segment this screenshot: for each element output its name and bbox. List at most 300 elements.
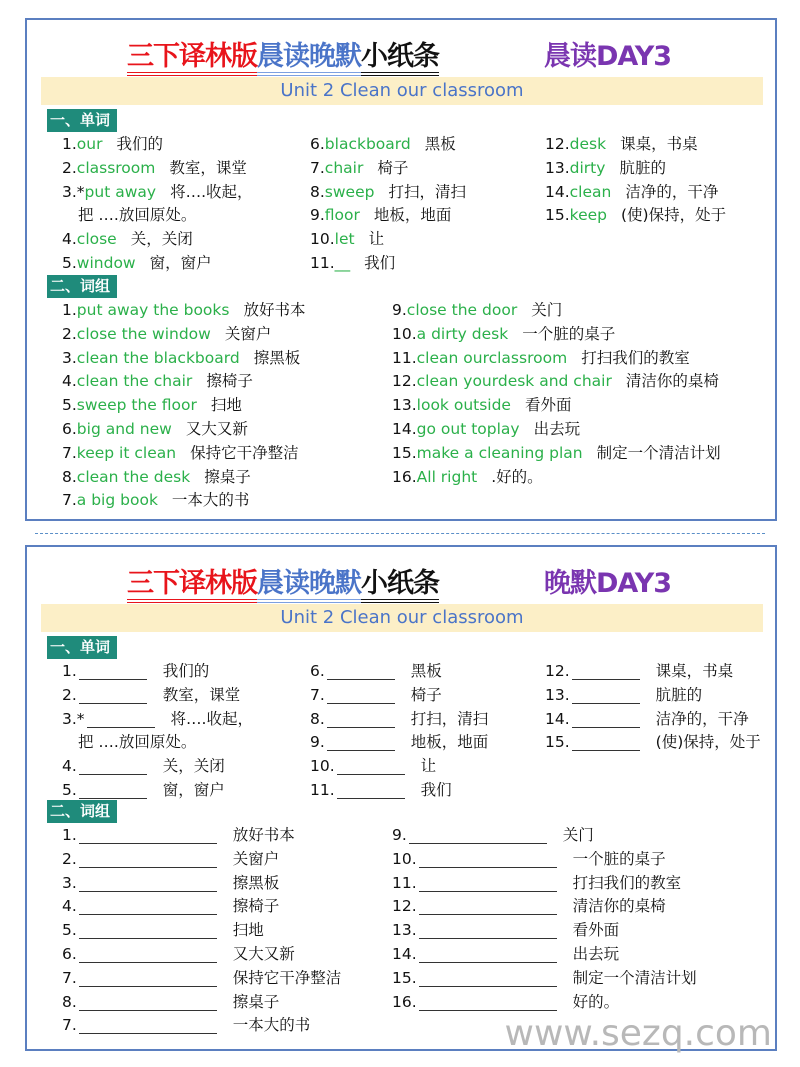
answer-blank (572, 734, 640, 751)
phrase-item (392, 991, 619, 1015)
item-chinese: 窗，窗户 (162, 780, 225, 799)
watermark: www.sezq.com (504, 1013, 772, 1054)
item-chinese: 课桌，书桌 (620, 135, 698, 153)
vocab-item (310, 684, 442, 708)
item-number: 2. (62, 158, 77, 177)
item-chinese: 扫地 (210, 396, 242, 415)
item-number: 8. (310, 709, 325, 728)
item-english: desk (569, 135, 607, 153)
title-part-3: 小纸条 (361, 568, 439, 603)
item-chinese: 教室，课堂 (162, 685, 241, 704)
item-number: 3. (62, 873, 77, 892)
item-english: close the door (406, 301, 518, 319)
phrase-item (62, 418, 248, 442)
item-number: 11. (392, 873, 417, 892)
item-chinese: 黑板 (424, 135, 456, 153)
item-chinese: 把 ….放回原处。 (78, 206, 197, 225)
answer-blank (419, 898, 557, 915)
item-number: 15. (392, 968, 417, 987)
phrase-row (62, 394, 765, 418)
phrase-item (392, 347, 690, 371)
day-label: 晚默DAY3 (544, 568, 672, 599)
phrase-item (392, 895, 666, 919)
phrases-list (62, 824, 765, 1038)
answer-blank (327, 687, 395, 704)
item-chinese: 看外面 (572, 921, 620, 940)
item-chinese: 我们的 (116, 135, 163, 153)
phrase-item (392, 824, 594, 848)
item-number: 4. (62, 372, 77, 391)
section-tag-phrases: 二、词组 (47, 800, 117, 823)
vocab-item (310, 133, 456, 157)
item-chinese: 打扫，清扫 (388, 182, 466, 201)
phrase-item (62, 394, 242, 418)
item-number: 15. (392, 443, 417, 462)
item-number: 16. (392, 467, 417, 486)
item-english: put away the books (76, 301, 230, 319)
vocab-item (545, 731, 761, 755)
item-number: 8. (62, 467, 77, 486)
phrase-item (392, 872, 681, 896)
item-number: 15. (545, 206, 570, 225)
dashed-divider (35, 533, 765, 534)
item-chinese: 洁净的，干净 (625, 182, 719, 201)
vocab-item (310, 252, 395, 276)
item-chinese: 关窗户 (232, 849, 280, 868)
item-number: 4. (62, 230, 77, 249)
phrase-row (62, 872, 765, 896)
phrase-item (392, 299, 562, 323)
vocab-item (62, 181, 253, 205)
phrase-item (62, 370, 253, 394)
answer-blank (337, 758, 405, 775)
phrase-item (62, 824, 295, 848)
vocab-item (545, 157, 666, 181)
item-number: 9. (310, 206, 325, 225)
item-english: sweep the floor (76, 396, 197, 415)
item-chinese: (使)保持，处于 (655, 733, 761, 752)
item-chinese: 窗，窗户 (149, 253, 212, 272)
vocab-item (62, 684, 240, 708)
item-chinese: 好的。 (572, 992, 620, 1011)
item-number: 6. (62, 944, 77, 963)
item-number: 5. (62, 921, 77, 940)
phrase-row (62, 370, 765, 394)
item-number: 4. (62, 897, 77, 916)
answer-blank (327, 663, 395, 680)
item-number: 14. (392, 944, 417, 963)
phrase-item (62, 489, 249, 513)
phrase-item (62, 991, 279, 1015)
card-title (127, 34, 439, 73)
item-number: 6. (62, 419, 77, 438)
vocab-item (62, 779, 225, 803)
vocab-item (545, 204, 726, 228)
phrase-item (392, 943, 619, 967)
item-chinese: 打扫我们的教室 (572, 873, 682, 892)
phrase-row (62, 299, 765, 323)
item-chinese: 打扫，清扫 (410, 709, 489, 728)
phrase-row (62, 347, 765, 371)
vocab-list (62, 133, 765, 276)
item-number: 1. (62, 135, 77, 153)
title-part-2: 晨读晚默 (257, 568, 361, 603)
vocab-item (62, 204, 196, 228)
item-number: 12. (545, 135, 570, 153)
phrase-row (62, 991, 765, 1015)
answer-blank (79, 970, 217, 987)
dictation-card (25, 545, 777, 1051)
item-english: keep it clean (76, 443, 177, 462)
phrase-item (392, 967, 697, 991)
item-chinese: 我们的 (162, 662, 210, 680)
item-number: 10. (392, 324, 417, 343)
vocab-item (310, 157, 408, 181)
item-chinese: 让 (420, 757, 437, 776)
phrase-item (62, 848, 279, 872)
card-title (127, 561, 439, 600)
item-chinese: 将….收起， (170, 182, 253, 201)
phrase-item (62, 967, 341, 991)
item-chinese: 保持它干净整洁 (232, 968, 342, 987)
answer-blank (409, 827, 547, 844)
item-chinese: 椅子 (377, 158, 409, 177)
item-chinese: 课桌，书桌 (655, 662, 734, 680)
item-chinese: 出去玩 (572, 944, 620, 963)
item-number: 5. (62, 396, 77, 415)
item-chinese: 我们 (420, 780, 452, 799)
phrase-row (62, 967, 765, 991)
item-number: 6. (310, 135, 325, 153)
vocab-row (62, 755, 765, 779)
item-chinese: 擦桌子 (232, 992, 280, 1011)
phrase-item (62, 895, 279, 919)
phrases-list (62, 299, 765, 513)
phrase-item (62, 323, 271, 347)
item-chinese: 扫地 (232, 921, 264, 940)
answer-blank (79, 782, 147, 799)
item-english: keep (569, 206, 607, 225)
item-number: 13. (545, 685, 570, 704)
phrase-row (62, 848, 765, 872)
vocab-row (62, 133, 765, 157)
answer-blank (79, 851, 217, 868)
vocab-item (310, 779, 452, 803)
answer-blank (419, 875, 557, 892)
item-number: 8. (310, 182, 325, 201)
item-chinese: 地板，地面 (410, 733, 489, 752)
phrase-row (62, 418, 765, 442)
item-number: 5. (62, 780, 77, 799)
item-number: 7. (62, 1016, 77, 1035)
phrase-item (392, 442, 721, 466)
item-chinese: 关窗户 (224, 324, 272, 343)
item-english: look outside (416, 396, 511, 415)
phrase-item (392, 323, 615, 347)
item-chinese: 把 ….放回原处。 (78, 733, 197, 752)
item-number: 15. (545, 733, 570, 752)
phrase-item (62, 299, 305, 323)
item-chinese: 关，关闭 (162, 757, 225, 776)
section-tag-vocab: 一、单词 (47, 636, 117, 659)
phrase-row (62, 323, 765, 347)
answer-blank (87, 711, 155, 728)
answer-blank (419, 970, 557, 987)
item-number: 9. (392, 301, 407, 319)
phrase-item (62, 943, 295, 967)
vocab-row (62, 157, 765, 181)
item-number: 7. (310, 158, 325, 177)
item-chinese: 一个脏的桌子 (572, 849, 666, 868)
answer-blank (79, 898, 217, 915)
item-number: 13. (392, 921, 417, 940)
phrase-row (62, 442, 765, 466)
item-number: 14. (545, 182, 570, 201)
item-english: clean the chair (76, 372, 193, 391)
item-chinese: 出去玩 (533, 419, 581, 438)
item-chinese: (使)保持，处于 (621, 206, 727, 225)
answer-blank (327, 711, 395, 728)
item-english: a dirty desk (416, 324, 509, 343)
item-number: 10. (310, 230, 335, 249)
item-chinese: 放好书本 (232, 826, 295, 844)
vocab-item (545, 708, 749, 732)
item-english: our (76, 135, 103, 153)
item-english: window (76, 253, 136, 272)
item-english: classroom (76, 158, 156, 177)
item-chinese: 洁净的，干净 (655, 709, 749, 728)
item-chinese: 将….收起， (170, 709, 253, 728)
vocab-item (310, 660, 442, 684)
item-number: 14. (545, 709, 570, 728)
section-tag-phrases: 二、词组 (47, 275, 117, 298)
phrase-item (62, 442, 299, 466)
vocab-item (62, 755, 225, 779)
item-chinese: 擦黑板 (253, 348, 301, 367)
item-number: 5. (62, 253, 77, 272)
unit-banner: Unit 2 Clean our classroom (41, 77, 763, 105)
item-chinese: 保持它干净整洁 (190, 443, 299, 462)
item-number: 7. (62, 443, 77, 462)
item-chinese: 制定一个清洁计划 (572, 968, 697, 987)
item-number: 7. (62, 968, 77, 987)
vocab-row (62, 684, 765, 708)
item-chinese: 一本大的书 (171, 491, 250, 510)
item-chinese: 擦椅子 (232, 897, 280, 916)
answer-blank (337, 782, 405, 799)
item-english: make a cleaning plan (416, 443, 583, 462)
item-number: 11. (310, 253, 335, 272)
vocab-item (310, 708, 488, 732)
vocab-item (545, 133, 698, 157)
item-number: 9. (310, 733, 325, 752)
item-english: __ (334, 253, 351, 272)
answer-blank (79, 663, 147, 680)
item-number: 13. (392, 396, 417, 415)
item-number: 3. (62, 348, 77, 367)
vocab-row (62, 252, 765, 276)
phrase-row (62, 824, 765, 848)
vocab-row (62, 708, 765, 732)
phrase-row (62, 919, 765, 943)
item-chinese: 关，关闭 (130, 230, 193, 249)
item-chinese: 制定一个清洁计划 (596, 443, 721, 462)
phrase-item (62, 466, 251, 490)
item-chinese: 又大又新 (232, 944, 295, 963)
answer-blank (419, 851, 557, 868)
item-chinese: 打扫我们的教室 (581, 348, 690, 367)
title-part-3: 小纸条 (361, 41, 439, 76)
answer-blank (419, 994, 557, 1011)
item-english: All right (416, 467, 478, 486)
answer-blank (79, 687, 147, 704)
vocab-row (62, 779, 765, 803)
item-chinese: 看外面 (524, 396, 572, 415)
item-chinese: 擦桌子 (204, 467, 251, 486)
phrase-row (62, 943, 765, 967)
item-chinese: 放好书本 (243, 301, 306, 319)
answer-blank (79, 994, 217, 1011)
item-chinese: 肮脏的 (655, 685, 703, 704)
item-chinese: 地板，地面 (373, 206, 452, 225)
item-number: 12. (392, 897, 417, 916)
phrase-item (62, 1014, 310, 1038)
phrase-item (392, 919, 619, 943)
item-english: put away (84, 182, 157, 201)
unit-banner: Unit 2 Clean our classroom (41, 604, 763, 632)
phrase-item (62, 872, 279, 896)
item-chinese: 又大又新 (185, 419, 248, 438)
vocab-item (62, 252, 212, 276)
vocab-item (310, 204, 451, 228)
item-number: 6. (310, 662, 325, 680)
item-number: 2. (62, 685, 77, 704)
phrase-item (392, 848, 666, 872)
answer-blank (572, 687, 640, 704)
item-number: 13. (545, 158, 570, 177)
day-label: 晨读DAY3 (544, 41, 672, 72)
vocab-row (62, 660, 765, 684)
vocab-item (62, 660, 209, 684)
vocab-item (545, 684, 702, 708)
phrase-row (62, 895, 765, 919)
vocab-item (310, 731, 488, 755)
item-number: 12. (392, 372, 417, 391)
item-english: big and new (76, 419, 172, 438)
vocab-item (310, 755, 436, 779)
item-number: 7. (62, 491, 77, 510)
answer-blank (79, 946, 217, 963)
item-chinese: .好的。 (491, 467, 543, 486)
vocab-item (62, 708, 253, 732)
item-english: blackboard (324, 135, 411, 153)
item-chinese: 擦黑板 (232, 873, 280, 892)
answer-blank (327, 734, 395, 751)
item-chinese: 关门 (562, 826, 594, 844)
vocab-item (62, 731, 196, 755)
item-chinese: 让 (368, 230, 385, 249)
item-chinese: 教室，课堂 (169, 158, 247, 177)
phrase-row (62, 489, 765, 513)
vocab-item (545, 181, 718, 205)
item-number: 7. (310, 685, 325, 704)
item-english: clean yourdesk and chair (416, 372, 612, 391)
item-chinese: 擦椅子 (206, 372, 253, 391)
item-chinese: 清洁你的桌椅 (625, 372, 719, 391)
item-english: let (334, 230, 355, 249)
vocab-row (62, 228, 765, 252)
item-number: 1. (62, 826, 77, 844)
item-number: 16. (392, 992, 417, 1011)
phrase-item (392, 418, 580, 442)
vocab-item (62, 228, 193, 252)
item-english: close the window (76, 324, 211, 343)
answer-blank (79, 758, 147, 775)
item-number: 12. (545, 662, 570, 680)
item-english: sweep (324, 182, 375, 201)
reading-card (25, 18, 777, 521)
vocab-row (62, 181, 765, 205)
answer-blank (572, 711, 640, 728)
phrase-item (392, 394, 572, 418)
vocab-item (545, 660, 733, 684)
item-chinese: 黑板 (410, 662, 442, 680)
item-english: clean the desk (76, 467, 191, 486)
answer-blank (419, 922, 557, 939)
item-english: clean the blackboard (76, 348, 240, 367)
item-chinese: 椅子 (410, 685, 442, 704)
phrase-item (392, 370, 719, 394)
item-chinese: 一个脏的桌子 (522, 324, 616, 343)
vocab-row (62, 731, 765, 755)
item-number: 2. (62, 849, 77, 868)
vocab-item (62, 157, 247, 181)
item-chinese: 清洁你的桌椅 (572, 897, 666, 916)
item-chinese: 我们 (364, 253, 396, 272)
item-number: 8. (62, 992, 77, 1011)
section-tag-vocab: 一、单词 (47, 109, 117, 132)
vocab-row (62, 204, 765, 228)
answer-blank (79, 922, 217, 939)
item-number: 10. (392, 849, 417, 868)
item-english: close (76, 230, 117, 249)
phrase-item (392, 466, 543, 490)
item-english: clean (569, 182, 612, 201)
item-number: 2. (62, 324, 77, 343)
answer-blank (419, 946, 557, 963)
item-english: chair (324, 158, 364, 177)
title-part-1: 三下译林版 (127, 568, 257, 603)
answer-blank (79, 875, 217, 892)
item-english: clean ourclassroom (416, 348, 568, 367)
vocab-item (62, 133, 163, 157)
vocab-item (310, 181, 466, 205)
item-number: 3.* (62, 709, 85, 728)
item-chinese: 关门 (531, 301, 563, 319)
item-chinese: 一本大的书 (232, 1016, 311, 1035)
vocab-item (310, 228, 384, 252)
phrase-item (62, 347, 300, 371)
item-number: 11. (310, 780, 335, 799)
phrase-row (62, 466, 765, 490)
item-chinese: 肮脏的 (619, 158, 666, 177)
item-english: dirty (569, 158, 606, 177)
answer-blank (79, 1017, 217, 1034)
item-number: 14. (392, 419, 417, 438)
item-number: 4. (62, 757, 77, 776)
item-number: 9. (392, 826, 407, 844)
item-number: 1. (62, 662, 77, 680)
